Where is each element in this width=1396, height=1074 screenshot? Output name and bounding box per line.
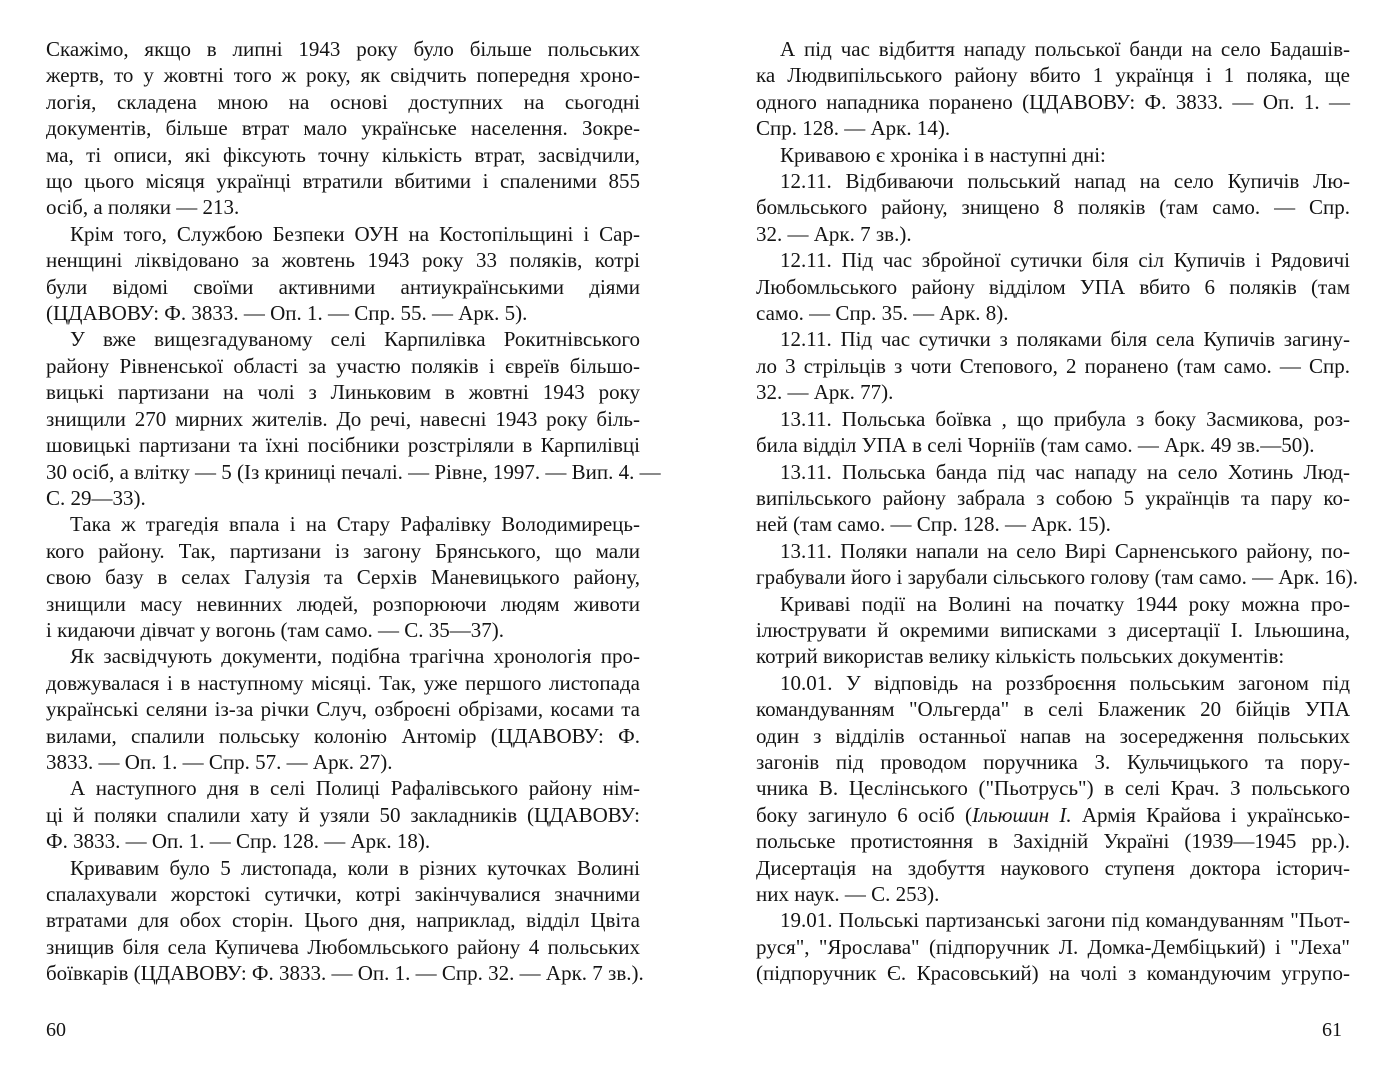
text-line: 13.11. Польська банда під час нападу на село Хотинь Люд- [780,459,1350,484]
text-line: била відділ УПА в селі Чорніїв (там само. — Арк. 49 зв.—50). [756,433,1315,458]
paragraph [46,326,661,511]
text-line: ілюструвати й окремими виписками з дисертації І. Ільюшина, [756,617,1350,642]
text-line: знищили масу невинних людей, розпорюючи людям животи [46,591,640,616]
text-line: випільського району забрала з собою 5 українців та пару ко- [756,485,1350,510]
paragraph [756,406,1350,459]
text-line: 12.11. Відбиваючи польський напад на село Купичів Лю- [780,169,1350,194]
text-line: котрий використав велику кількість польських документів: [756,644,1285,669]
text-line: ма, ті описи, які фіксують точну кількість втрат, засвідчили, [46,142,640,167]
text-line: Така ж трагедія впала і на Стару Рафалівку Володимирець- [70,512,640,537]
text-line: польське протистояння в Західній Україні (1939—1945 рр.). [756,829,1350,854]
text-line: вилами, спалили польську колонію Антомір (ЦДАВОВУ: Ф. [46,723,640,748]
text-line: 13.11. Польська боївка , що прибула з боку Засмикова, роз- [780,406,1350,431]
paragraph [46,221,640,327]
text-line: 12.11. Під час сутички з поляками біля села Купичів загину- [780,327,1350,352]
text-line: У вже вищезгадуваному селі Карпилівка Рокитнівського [70,327,640,352]
text-line: вицькі партизани на чолі з Линьковим в жовтні 1943 року [46,380,640,405]
text-line: українські селяни із-за річки Случ, озброєні обрізами, косами та [46,697,640,722]
text-line: боївкарів (ЦДАВОВУ: Ф. 3833. — Оп. 1. — Спр. 32. — Арк. 7 зв.). [46,961,644,986]
text-line: знищив біля села Купичева Любомльського району 4 польських [46,934,640,959]
text-line: жертв, то у жовтні того ж року, як свідчить попередня хроно- [46,63,640,88]
text-line: одного нападника поранено (ЦДАВОВУ: Ф. 3833. — Оп. 1. — [756,89,1350,114]
text-line: 3833. — Оп. 1. — Спр. 57. — Арк. 27). [46,749,393,774]
left-page [46,36,661,1064]
text-line: спалахували жорстокі сутички, котрі закінчувалися значними [46,882,640,906]
text-line: 19.01. Польські партизанські загони під командуванням "Пьот- [780,908,1350,933]
text-line: ка Людвипільського району вбито 1 українця і 1 поляка, ще [756,63,1350,88]
text-line: ней (там само. — Спр. 128. — Арк. 15). [756,512,1111,537]
paragraph [46,643,640,775]
text-line: Кривавою є хроніка і в наступні дні: [780,142,1106,167]
text-line: чника В. Цеслінського ("Пьотрусь") в селі Крач. З польського [756,776,1350,801]
text-line: руся", "Ярослава" (підпоручник Л. Домка-Дембіцький) і "Леха" [756,934,1350,959]
text-line: А наступного дня в селі Полиці Рафалівського району нім- [70,776,640,801]
paragraph [46,855,644,987]
paragraph [46,511,640,643]
text-line: Скажімо, якщо в липні 1943 року було більше польських [46,37,640,61]
text-line: Як засвідчують документи, подібна трагічна хронологія про- [70,644,640,669]
paragraph [756,168,1350,247]
text-line: (підпоручник Є. Красовський) на чолі з командуючим угрупо- [756,961,1350,986]
author-citation: Ільюшин І. [971,802,1072,827]
paragraph [756,670,1350,908]
text-line: були відомі своїми активними антиукраїнськими діями [46,274,640,299]
text-line: і кидаючи дівчат у вогонь (там само. — С. 35—37). [46,617,505,642]
text-line: документів, більше втрат мало українське населення. Зокре- [46,116,640,141]
text-line: бомльського району, знищено 8 поляків (там само. — Спр. [756,195,1350,220]
text-line: 12.11. Під час збройної сутички біля сіл Купичів і Рядовичі [780,248,1350,273]
text-line: Дисертація на здобуття наукового ступеня доктора історич- [756,855,1350,880]
text-line: один з відділів останньої напав на зосередження польських [756,723,1350,748]
text-line: грабували його і зарубали сільського голову (там само. — Арк. 16). [756,565,1358,590]
paragraph [756,142,1350,168]
text-line: них наук. — С. 253). [756,882,940,906]
text-line: втратами для обох сторін. Цього дня, наприклад, відділ Цвіта [46,908,640,933]
paragraph [756,326,1350,405]
text-line: Ф. 3833. — Оп. 1. — Спр. 128. — Арк. 18). [46,829,431,854]
text-line: ці й поляки спалили хату й узяли 50 закладників (ЦДАВОВУ: [46,802,640,827]
text-line: свою базу в селах Галузія та Серхів Маневицького району, [46,565,640,590]
text-line: шовицькі партизани та їхні посібники розстріляли в Карпилівці [46,433,640,458]
text-line: (ЦДАВОВУ: Ф. 3833. — Оп. 1. — Спр. 55. — Арк. 5). [46,301,528,326]
text-line: само. — Спр. 35. — Арк. 8). [756,301,1009,326]
text-line: що цього місяця українці втратили вбитими і спаленими 855 [46,169,640,194]
text-line: кого району. Так, партизани із загону Брянського, що мали [46,538,640,563]
text-line: ло 3 стрільців з чоти Степового, 2 поранено (там само. — Спр. [756,353,1350,378]
text-line: С. 29—33). [46,485,146,510]
paragraph [756,247,1350,326]
paragraph [756,36,1350,142]
text-line: 32. — Арк. 77). [756,380,894,405]
text-line: Кривавим було 5 листопада, коли в різних куточках Волині [70,855,640,880]
text-line: командуванням "Ольгерда" в селі Блаженик 20 бійців УПА [756,697,1350,722]
text-line: 13.11. Поляки напали на село Вирі Сарненського району, по- [780,538,1350,563]
text-line: ненщині ліквідовано за жовтень 1943 року 33 поляків, котрі [46,248,640,273]
text-line: Спр. 128. — Арк. 14). [756,116,951,141]
text-line: Крім того, Службою Безпеки ОУН на Костопільщині і Сар- [70,221,640,246]
text-line: 32. — Арк. 7 зв.). [756,221,912,246]
text-line: Любомльського району відділом УПА вбито 6 поляків (там [756,274,1350,299]
text-line: Криваві події на Волині на початку 1944 року можна про- [780,591,1350,616]
paragraph [756,907,1350,986]
text-line: 30 осіб, а влітку — 5 (Із криниці печалі. — Рівне, 1997. — Вип. 4. — [46,459,661,484]
paragraph [756,591,1350,670]
right-page-number: 61 [1322,1019,1342,1041]
right-page [756,36,1358,1064]
text-line: осіб, а поляки — 213. [46,195,240,220]
text-line: загонів під проводом поручника З. Кульчицького та пору- [756,749,1350,774]
text-line: А під час відбиття нападу польської банди на село Бадашів- [780,37,1350,61]
text-line: знищили 270 мирних жителів. До речі, навесні 1943 року біль- [46,406,640,431]
paragraph [756,538,1358,591]
text-line: боку загинуло 6 осіб (Ільюшин І. Армія Крайова і українсько- [756,802,1350,827]
text-line: 10.01. У відповідь на роззброєння польським загоном під [780,670,1350,695]
paragraph [756,459,1350,538]
paragraph [46,36,640,221]
text-line: району Рівненської області за участю поляків і євреїв більшо- [46,353,640,378]
paragraph [46,775,640,854]
text-line: довжувалася і в наступному місяці. Так, уже першого листопада [46,670,640,695]
text-line: логія, складена мною на основі доступних на сьогодні [46,89,640,114]
left-page-number: 60 [46,1019,66,1041]
